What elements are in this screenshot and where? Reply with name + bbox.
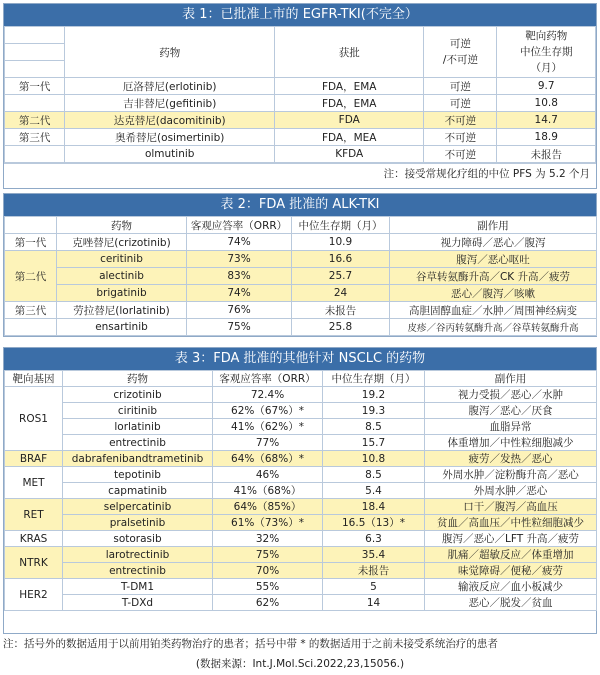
table1-drug: 奥希替尼(osimertinib) [65, 129, 275, 146]
table3-orr: 32% [213, 531, 323, 547]
table1-header-spacer [5, 61, 65, 78]
table1-gen: 第一代 [5, 78, 65, 95]
table2-se: 恶心／腹泻／咳嗽 [390, 285, 597, 302]
footnote: 注：括号外的数据适用于以前用铂类药物治疗的患者；括号中带 * 的数据适用于之前未接受系统治疗的患者 [3, 638, 498, 650]
table2-orr: 75% [187, 319, 292, 336]
table1-os: 10.8 [497, 95, 596, 112]
table1-header-spacer [5, 44, 65, 61]
table3-orr: 77% [213, 435, 323, 451]
table1-drug: 厄洛替尼(erlotinib) [65, 78, 275, 95]
table3-os: 8.5 [323, 419, 425, 435]
table3-drug: larotrectinib [63, 547, 213, 563]
table3-title: 表 3：FDA 批准的其他针对 NSCLC 的药物 [4, 348, 596, 370]
table2-os: 16.6 [292, 251, 390, 268]
table3-gene: KRAS [5, 531, 63, 547]
table3-orr: 41%（62%）* [213, 419, 323, 435]
table2-grid [4, 216, 597, 336]
table2-orr: 76% [187, 302, 292, 319]
table2-orr: 73% [187, 251, 292, 268]
table2-title: 表 2：FDA 批准的 ALK-TKI [4, 194, 596, 216]
table3-orr: 75% [213, 547, 323, 563]
table3-orr: 41%（68%） [213, 483, 323, 499]
table3-gene: MET [5, 467, 63, 499]
table2-se: 视力障碍／恶心／腹泻 [390, 234, 597, 251]
table3-os: 未报告 [323, 563, 425, 579]
table3-gene: NTRK [5, 547, 63, 579]
table1-rev: 不可逆 [424, 112, 497, 129]
table2-gen: 第一代 [5, 234, 57, 251]
table2-drug: brigatinib [57, 285, 187, 302]
table1-drug: 达克替尼(dacomitinib) [65, 112, 275, 129]
table3-grid [4, 370, 597, 611]
table3-drug: entrectinib [63, 563, 213, 579]
table1-os: 14.7 [497, 112, 596, 129]
table2-se: 腹泻／恶心呕吐 [390, 251, 597, 268]
table2-drug: alectinib [57, 268, 187, 285]
table1-drug: 吉非替尼(gefitinib) [65, 95, 275, 112]
table3-orr: 64%（68%）* [213, 451, 323, 467]
table1-approval: FDA，EMA [275, 78, 424, 95]
table1-rev: 可逆 [424, 78, 497, 95]
table3-se: 贫血／高血压／中性粒细胞减少 [425, 515, 597, 531]
table1-gen [5, 95, 65, 112]
table1-drug: olmutinib [65, 146, 275, 163]
table3-os: 15.7 [323, 435, 425, 451]
table3-se: 肌痛／超敏反应／体重增加 [425, 547, 597, 563]
table3-drug: ciritinib [63, 403, 213, 419]
table3-drug: crizotinib [63, 387, 213, 403]
table3-se: 腹泻／恶心／厌食 [425, 403, 597, 419]
table1-os: 未报告 [497, 146, 596, 163]
table3-os: 16.5（13）* [323, 515, 425, 531]
table2-os: 10.9 [292, 234, 390, 251]
table3-os: 5.4 [323, 483, 425, 499]
table3-header-os: 中位生存期（月） [323, 371, 425, 387]
table3-os: 5 [323, 579, 425, 595]
table3-os: 19.2 [323, 387, 425, 403]
table3-header-orr: 客观应答率（ORR） [213, 371, 323, 387]
table2-orr: 83% [187, 268, 292, 285]
table3-orr: 55% [213, 579, 323, 595]
source-citation: (数据来源：Int.J.Mol.Sci.2022,23,15056.) [195, 658, 405, 670]
table1-gen: 第三代 [5, 129, 65, 146]
nsclc-other-drugs-table [3, 347, 597, 634]
table2-se: 皮疹／谷丙转氨酶升高／谷草转氨酶升高 [390, 319, 597, 336]
table2-os: 25.8 [292, 319, 390, 336]
table3-se: 恶心／脱发／贫血 [425, 595, 597, 611]
table3-os: 19.3 [323, 403, 425, 419]
table2-se: 高胆固醇血症／水肿／周围神经病变 [390, 302, 597, 319]
table2-os: 24 [292, 285, 390, 302]
table3-drug: entrectinib [63, 435, 213, 451]
table3-drug: capmatinib [63, 483, 213, 499]
table2-header-orr: 客观应答率（ORR） [187, 217, 292, 234]
table2-orr: 74% [187, 285, 292, 302]
table3-header-gene: 靶向基因 [5, 371, 63, 387]
table1-gen [5, 146, 65, 163]
table1-approval: FDA，MEA [275, 129, 424, 146]
table1-header-drug: 药物 [65, 27, 275, 78]
table2-gen: 第三代 [5, 302, 57, 319]
table3-os: 6.3 [323, 531, 425, 547]
table3-se: 外周水肿／淀粉酶升高／恶心 [425, 467, 597, 483]
table1-grid [4, 26, 596, 163]
table3-se: 体重增加／中性粒细胞减少 [425, 435, 597, 451]
table3-se: 视力受损／恶心／水肿 [425, 387, 597, 403]
table2-se: 谷草转氨酶升高／CK 升高／疲劳 [390, 268, 597, 285]
table3-se: 疲劳／发热／恶心 [425, 451, 597, 467]
table3-se: 口干／腹泻／高血压 [425, 499, 597, 515]
alk-tki-table [3, 193, 597, 337]
table3-gene: RET [5, 499, 63, 531]
table3-orr: 72.4% [213, 387, 323, 403]
table3-orr: 70% [213, 563, 323, 579]
table3-drug: selpercatinib [63, 499, 213, 515]
table3-orr: 62%（67%）* [213, 403, 323, 419]
table3-orr: 64%（85%） [213, 499, 323, 515]
table1-note: 注：接受常规化疗组的中位 PFS 为 5.2 个月 [4, 163, 596, 183]
table1-gen: 第二代 [5, 112, 65, 129]
egfr-tki-table [3, 3, 597, 189]
table2-orr: 74% [187, 234, 292, 251]
table3-header-drug: 药物 [63, 371, 213, 387]
table2-gen [5, 319, 57, 336]
table3-os: 8.5 [323, 467, 425, 483]
table1-os: 18.9 [497, 129, 596, 146]
table2-header-os: 中位生存期（月） [292, 217, 390, 234]
table1-header-approval: 获批 [275, 27, 424, 78]
table3-os: 10.8 [323, 451, 425, 467]
table2-os: 未报告 [292, 302, 390, 319]
table3-drug: T-DM1 [63, 579, 213, 595]
table3-os: 35.4 [323, 547, 425, 563]
table1-header-rev: 可逆 /不可逆 [424, 27, 497, 78]
table1-approval: KFDA [275, 146, 424, 163]
table3-se: 味觉障碍／便秘／疲劳 [425, 563, 597, 579]
table3-header-se: 副作用 [425, 371, 597, 387]
table3-se: 血脂异常 [425, 419, 597, 435]
table1-rev: 可逆 [424, 95, 497, 112]
table3-os: 14 [323, 595, 425, 611]
table3-drug: T-DXd [63, 595, 213, 611]
table2-drug: 劳拉替尼(lorlatinib) [57, 302, 187, 319]
table1-title: 表 1：已批准上市的 EGFR-TKI(不完全） [4, 4, 596, 26]
table2-os: 25.7 [292, 268, 390, 285]
table3-orr: 62% [213, 595, 323, 611]
table1-header-os: 靶向药物 中位生存期 （月） [497, 27, 596, 78]
table3-os: 18.4 [323, 499, 425, 515]
table3-drug: dabrafenibandtrametinib [63, 451, 213, 467]
table3-gene: ROS1 [5, 387, 63, 451]
table2-header-se: 副作用 [390, 217, 597, 234]
table1-rev: 不可逆 [424, 146, 497, 163]
table3-orr: 61%（73%）* [213, 515, 323, 531]
table1-header-gen [5, 27, 65, 44]
table3-drug: pralsetinib [63, 515, 213, 531]
table3-drug: lorlatinib [63, 419, 213, 435]
table1-approval: FDA，EMA [275, 95, 424, 112]
table3-se: 输液反应／血小板减少 [425, 579, 597, 595]
table3-drug: sotorasib [63, 531, 213, 547]
table3-orr: 46% [213, 467, 323, 483]
table1-approval: FDA [275, 112, 424, 129]
table2-header-drug: 药物 [57, 217, 187, 234]
table2-gen: 第二代 [5, 251, 57, 302]
table1-rev: 不可逆 [424, 129, 497, 146]
table2-drug: ensartinib [57, 319, 187, 336]
table3-gene: BRAF [5, 451, 63, 467]
table3-drug: tepotinib [63, 467, 213, 483]
table2-header-gen [5, 217, 57, 234]
table2-drug: ceritinib [57, 251, 187, 268]
table2-drug: 克唑替尼(crizotinib) [57, 234, 187, 251]
table3-se: 外周水肿／恶心 [425, 483, 597, 499]
table3-gene: HER2 [5, 579, 63, 611]
table3-se: 腹泻／恶心／LFT 升高／疲劳 [425, 531, 597, 547]
table1-os: 9.7 [497, 78, 596, 95]
